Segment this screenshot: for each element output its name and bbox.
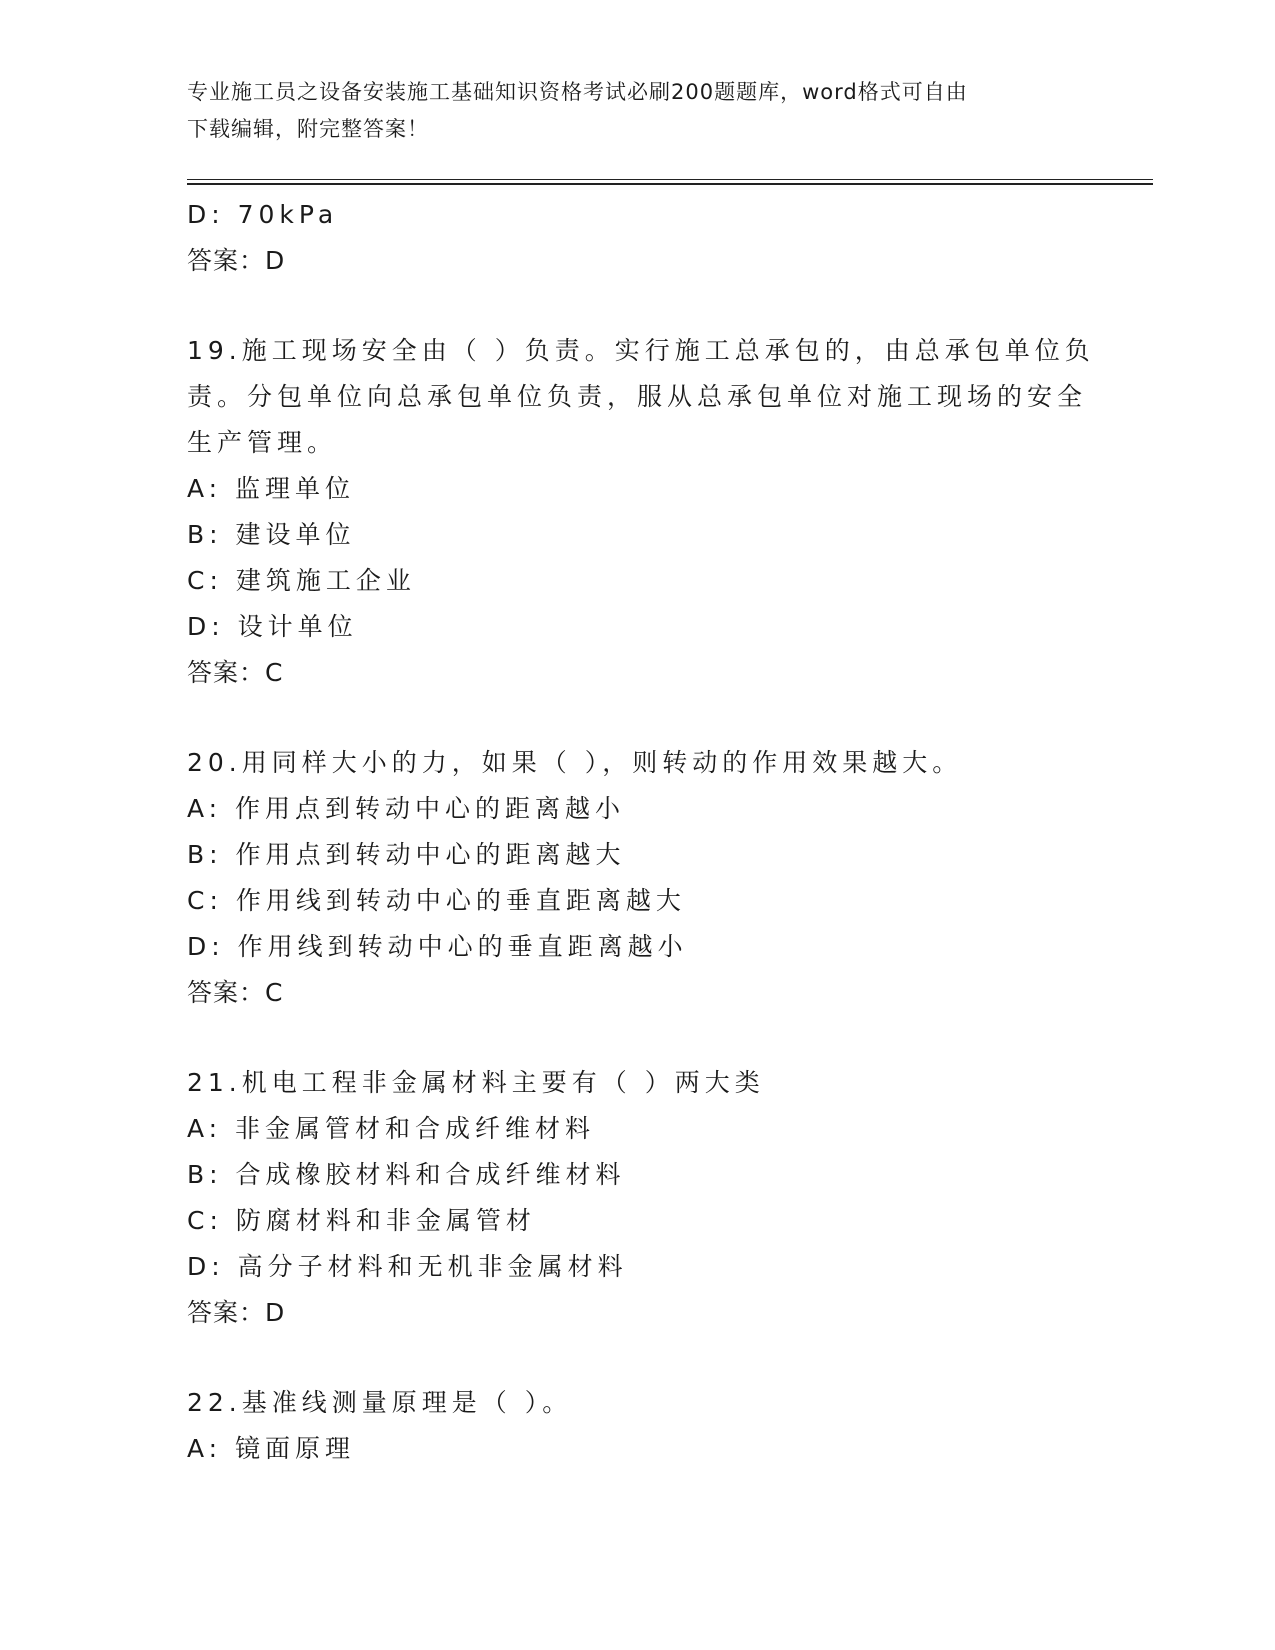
header-title-line-2: 下载编辑，附完整答案！ — [187, 117, 429, 141]
answer-line: 答案：C — [187, 978, 284, 1007]
option-c: C: 建筑施工企业 — [187, 566, 416, 595]
answer-line: 答案：D — [187, 1298, 286, 1327]
question-list — [187, 192, 1095, 1472]
option-a: A: 作用点到转动中心的距离越小 — [187, 794, 626, 823]
header-divider-thick — [187, 183, 1153, 185]
page-header — [187, 74, 1087, 148]
answer-line: 答案：D — [187, 246, 286, 275]
question-stem: 19.施工现场安全由（ ）负责。实行施工总承包的，由总承包单位负 — [187, 336, 1095, 365]
question-22 — [187, 1380, 1087, 1472]
option-a: A: 非金属管材和合成纤维材料 — [187, 1114, 596, 1143]
option-c: C: 作用线到转动中心的垂直距离越大 — [187, 886, 686, 915]
question-stem: 20.用同样大小的力，如果（ ），则转动的作用效果越大。 — [187, 748, 963, 777]
question-gap — [187, 696, 1087, 740]
previous-question-tail — [187, 192, 1087, 284]
answer-line: 答案：C — [187, 658, 284, 687]
option-d: D: 设计单位 — [187, 612, 358, 641]
option-d: D: 70kPa — [187, 200, 339, 229]
option-b: B: 建设单位 — [187, 520, 356, 549]
option-c: C: 防腐材料和非金属管材 — [187, 1206, 536, 1235]
option-a: A: 镜面原理 — [187, 1434, 356, 1463]
question-stem: 责。分包单位向总承包单位负责，服从总承包单位对施工现场的安全 — [187, 382, 1088, 411]
question-stem: 22.基准线测量原理是（ ）。 — [187, 1388, 573, 1417]
option-a: A: 监理单位 — [187, 474, 356, 503]
option-d: D: 高分子材料和无机非金属材料 — [187, 1252, 628, 1281]
question-gap — [187, 1336, 1087, 1380]
option-b: B: 合成橡胶材料和合成纤维材料 — [187, 1160, 626, 1189]
question-gap — [187, 284, 1087, 328]
option-b: B: 作用点到转动中心的距离越大 — [187, 840, 626, 869]
question-stem: 21.机电工程非金属材料主要有（ ）两大类 — [187, 1068, 765, 1097]
header-title-line-1: 专业施工员之设备安装施工基础知识资格考试必刷200题题库，word格式可自由 — [187, 80, 968, 104]
header-divider-thin — [187, 179, 1153, 180]
question-stem: 生产管理。 — [187, 428, 338, 457]
option-d: D: 作用线到转动中心的垂直距离越小 — [187, 932, 688, 961]
question-21 — [187, 1060, 1087, 1336]
question-gap — [187, 1016, 1087, 1060]
question-19 — [187, 328, 1095, 696]
question-20 — [187, 740, 1087, 1016]
